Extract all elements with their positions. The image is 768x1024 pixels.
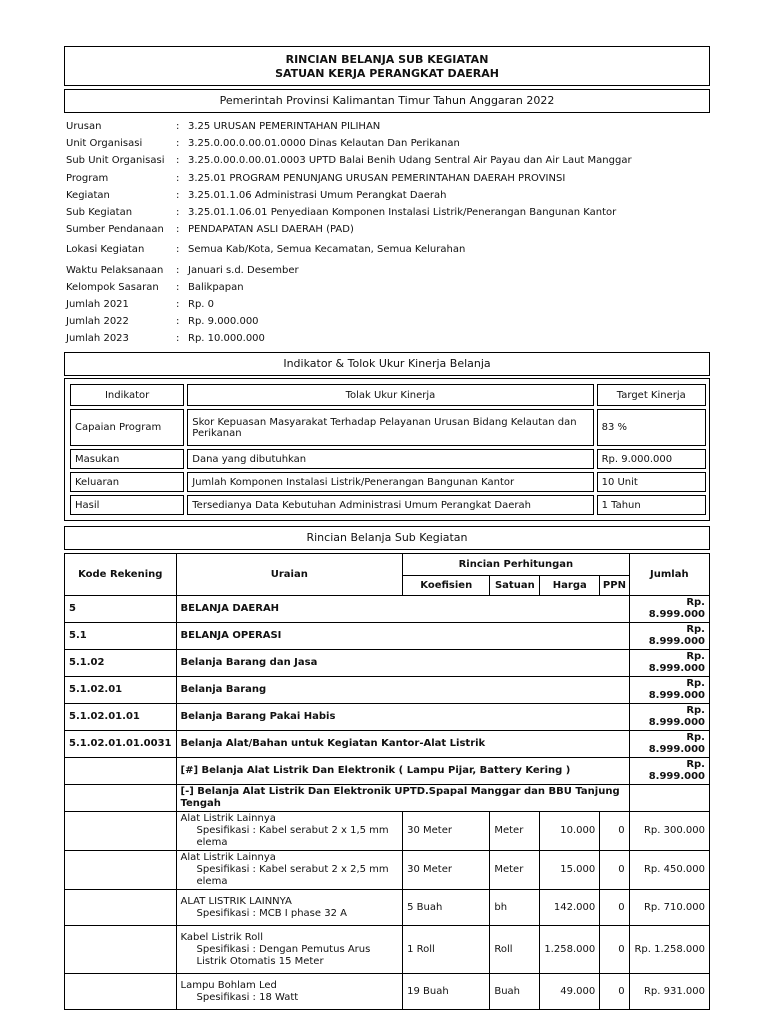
- rincian-section-title: Rincian Belanja Sub Kegiatan: [64, 526, 710, 550]
- info-row-lokasi-kegiatan: Lokasi Kegiatan : Semua Kab/Kota, Semua Kecamatan, Semua Kelurahan: [66, 244, 466, 256]
- indikator-table-frame: [64, 378, 710, 521]
- header-uraian: Uraian: [176, 554, 403, 596]
- rincian-table: [64, 553, 710, 1010]
- account-row: 5 BELANJA DAERAH Rp. 8.999.000: [65, 596, 710, 623]
- info-row-jumlah-2021: Jumlah 2021 : Rp. 0: [66, 298, 215, 310]
- info-row-jumlah-2023: Jumlah 2023 : Rp. 10.000.000: [66, 333, 265, 345]
- document-title: [64, 46, 710, 86]
- info-row-waktu-pelaksanaan: Waktu Pelaksanaan : Januari s.d. Desember: [66, 264, 299, 276]
- indikator-section-title: Indikator & Tolok Ukur Kinerja Belanja: [64, 352, 710, 376]
- title-line-2: SATUAN KERJA PERANGKAT DAERAH: [275, 67, 499, 80]
- item-row: Alat Listrik Lainnya Spesifikasi : Kabel serabut 2 x 1,5 mm elema 30 Meter Meter 10.000 0 Rp. 300.000: [65, 812, 710, 851]
- account-row: 5.1.02.01.01 Belanja Barang Pakai Habis Rp. 8.999.000: [65, 704, 710, 731]
- header-koefisien: Koefisien: [403, 576, 490, 596]
- info-row-jumlah-2022: Jumlah 2022 : Rp. 9.000.000: [66, 316, 259, 328]
- group-row: [#] Belanja Alat Listrik Dan Elektronik ( Lampu Pijar, Battery Kering ) Rp. 8.999.000: [65, 758, 710, 785]
- info-row-urusan: Urusan : 3.25 URUSAN PEMERINTAHAN PILIHAN: [66, 121, 381, 132]
- item-row: ALAT LISTRIK LAINNYA Spesifikasi : MCB I phase 32 A 5 Buah bh 142.000 0 Rp. 710.000: [65, 890, 710, 926]
- info-row-unit-organisasi: Unit Organisasi : 3.25.0.00.0.00.01.0000 Dinas Kelautan Dan Perikanan: [66, 138, 460, 150]
- header-kode-rekening: Kode Rekening: [65, 554, 177, 596]
- info-row-sub-unit-organisasi: Sub Unit Organisasi : 3.25.0.00.0.00.01.0003 UPTD Balai Benih Udang Sentral Air Payau dan Air Laut Manggar: [66, 155, 632, 167]
- header-rincian-perhitungan: Rincian Perhitungan: [403, 554, 630, 576]
- info-section: [66, 118, 710, 347]
- header-satuan: Satuan: [490, 576, 540, 596]
- info-row-kegiatan: Kegiatan : 3.25.01.1.06 Administrasi Umum Perangkat Daerah: [66, 189, 447, 201]
- indikator-header-row: [70, 384, 706, 406]
- header-indikator: Indikator: [70, 384, 184, 406]
- account-row: 5.1.02 Belanja Barang dan Jasa Rp. 8.999.000: [65, 650, 710, 677]
- title-line-1: RINCIAN BELANJA SUB KEGIATAN: [285, 53, 489, 66]
- info-row-kelompok-sasaran: Kelompok Sasaran : Balikpapan: [66, 281, 244, 293]
- info-row-sub-kegiatan: Sub Kegiatan : 3.25.01.1.06.01 Penyediaan Komponen Instalasi Listrik/Penerangan Bangunan Kantor: [66, 206, 617, 218]
- item-row: Kabel Listrik Roll Spesifikasi : Dengan Pemutus Arus Listrik Otomatis 15 Meter 1 Roll Roll 1.258.000 0 Rp. 1.258.000: [65, 926, 710, 974]
- header-jumlah: Jumlah: [629, 554, 709, 596]
- document-subtitle: Pemerintah Provinsi Kalimantan Timur Tahun Anggaran 2022: [64, 89, 710, 113]
- subgroup-row: [-] Belanja Alat Listrik Dan Elektronik UPTD.Spapal Manggar dan BBU Tanjung Tengah: [65, 785, 710, 812]
- header-harga: Harga: [540, 576, 600, 596]
- indikator-row: Keluaran Jumlah Komponen Instalasi Listrik/Penerangan Bangunan Kantor 10 Unit: [70, 472, 706, 492]
- info-row-program: Program : 3.25.01 PROGRAM PENUNJANG URUSAN PEMERINTAHAN DAERAH PROVINSI: [66, 172, 566, 184]
- account-row: 5.1.02.01 Belanja Barang Rp. 8.999.000: [65, 677, 710, 704]
- item-row: Lampu Bohlam Led Spesifikasi : 18 Watt 19 Buah Buah 49.000 0 Rp. 931.000: [65, 974, 710, 1010]
- header-target: Target Kinerja: [597, 384, 706, 406]
- indikator-row: Hasil Tersedianya Data Kebutuhan Administrasi Umum Perangkat Daerah 1 Tahun: [70, 495, 706, 515]
- info-row-sumber-pendanaan: Sumber Pendanaan : PENDAPATAN ASLI DAERAH (PAD): [66, 224, 354, 236]
- indikator-row: Masukan Dana yang dibutuhkan Rp. 9.000.000: [70, 449, 706, 469]
- item-row: Alat Listrik Lainnya Spesifikasi : Kabel serabut 2 x 2,5 mm elema 30 Meter Meter 15.000 0 Rp. 450.000: [65, 851, 710, 890]
- indikator-row: Capaian Program Skor Kepuasan Masyarakat Terhadap Pelayanan Urusan Bidang Kelautan dan Perikanan 83 %: [70, 409, 706, 446]
- rincian-header-row-1: [65, 554, 710, 576]
- header-ppn: PPN: [600, 576, 629, 596]
- account-row: 5.1.02.01.01.0031 Belanja Alat/Bahan untuk Kegiatan Kantor-Alat Listrik Rp. 8.999.000: [65, 731, 710, 758]
- indikator-table: [67, 381, 709, 518]
- header-tolak-ukur: Tolak Ukur Kinerja: [187, 384, 593, 406]
- account-row: 5.1 BELANJA OPERASI Rp. 8.999.000: [65, 623, 710, 650]
